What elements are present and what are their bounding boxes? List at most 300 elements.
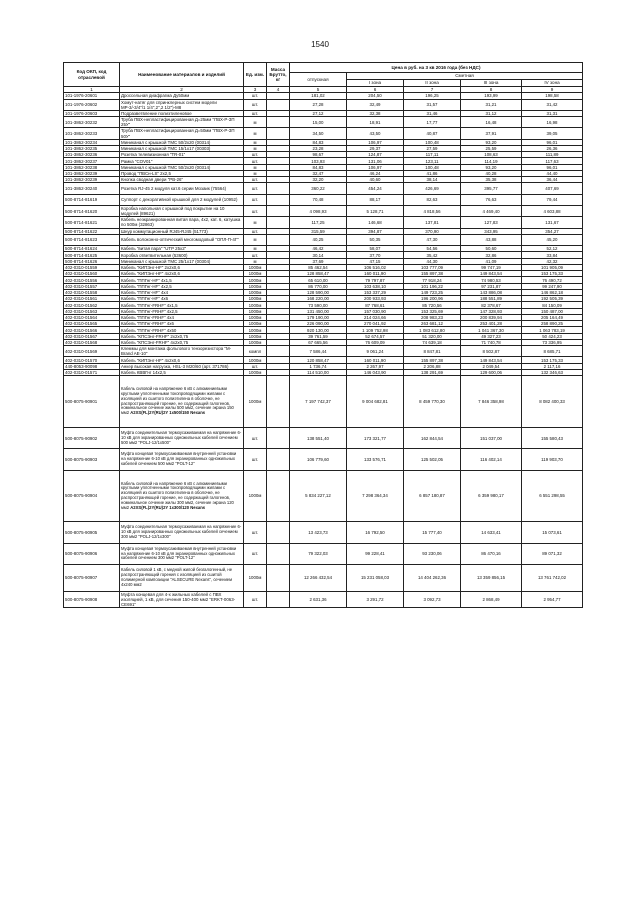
item-unit: шт. bbox=[244, 194, 267, 205]
price-zone4: 31,31 bbox=[522, 110, 583, 116]
table-row bbox=[64, 217, 583, 228]
item-unit: 1000м bbox=[244, 271, 267, 277]
price-zone2: 6 857 180,87 bbox=[404, 470, 461, 522]
price-zone2: 2 206,88 bbox=[404, 363, 461, 369]
item-unit: 1000м bbox=[244, 296, 267, 302]
item-code: 402-0310-01564 bbox=[64, 314, 120, 320]
price-zone4: 1 063 783,19 bbox=[522, 327, 583, 333]
price-release: 23,28 bbox=[290, 145, 347, 151]
item-code: 500-8714-81626 bbox=[64, 258, 120, 264]
price-zone2: 85 720,56 bbox=[404, 302, 461, 308]
price-zone1: 394,87 bbox=[347, 228, 404, 234]
price-zone4: 2 117,16 bbox=[522, 363, 583, 369]
price-release: 67 665,56 bbox=[290, 339, 347, 345]
item-unit: шт. bbox=[244, 206, 267, 217]
item-name: Кабель "КИПЭнг-HF" 2х2х0,6 bbox=[120, 264, 244, 270]
item-name: Рамка "COV01" bbox=[120, 158, 244, 164]
column-number: 5 bbox=[290, 87, 347, 93]
price-zone2: 155 897,38 bbox=[404, 357, 461, 363]
item-mass bbox=[267, 376, 290, 428]
price-zone4: 155 580,43 bbox=[522, 427, 583, 448]
price-zone1: 88,17 bbox=[347, 194, 404, 205]
price-zone1: 76 609,09 bbox=[347, 339, 404, 345]
price-release: 2 631,36 bbox=[290, 591, 347, 607]
price-zone2: 8 459 770,30 bbox=[404, 376, 461, 428]
item-mass bbox=[267, 183, 290, 194]
item-unit: м bbox=[244, 170, 267, 176]
price-release: 84,83 bbox=[290, 139, 347, 145]
price-release: 15,00 bbox=[290, 117, 347, 128]
item-code: 500-8075-90901 bbox=[64, 376, 120, 428]
price-zone2: 100,48 bbox=[404, 139, 461, 145]
item-code: 101-3862-30234 bbox=[64, 139, 120, 145]
price-zone2: 4 818,56 bbox=[404, 206, 461, 217]
price-zone3: 25,59 bbox=[461, 145, 522, 151]
price-zone1: 40,60 bbox=[347, 177, 404, 183]
price-zone3: 41,09 bbox=[461, 258, 522, 264]
item-unit: шт. bbox=[244, 110, 267, 116]
price-zone2: 77 918,24 bbox=[404, 277, 461, 283]
price-zone3: 31,12 bbox=[461, 110, 522, 116]
item-mass bbox=[267, 427, 290, 448]
price-zone1: 87 768,61 bbox=[347, 302, 404, 308]
item-name: Дроссельная диафрагма Ду50мм bbox=[120, 93, 244, 99]
price-zone2: 44,30 bbox=[404, 258, 461, 264]
item-name: Коробка ответвительная (53600) bbox=[120, 252, 244, 258]
price-release: 226 090,00 bbox=[290, 321, 347, 327]
item-code: 101-3862-30236 bbox=[64, 152, 120, 158]
price-zone3: 74 980,53 bbox=[461, 277, 522, 283]
price-zone4: 79,44 bbox=[522, 194, 583, 205]
price-release: 315,59 bbox=[290, 228, 347, 234]
price-zone4: 8 685,71 bbox=[522, 346, 583, 357]
item-unit: шт. bbox=[244, 591, 267, 607]
item-name: Суппорт с декоративной крышкой для 2 модулей (10952) bbox=[120, 194, 244, 205]
price-release: 131 450,00 bbox=[290, 308, 347, 314]
price-zone2: 41,86 bbox=[404, 170, 461, 176]
item-unit: 1000м bbox=[244, 264, 267, 270]
item-code: 402-0310-01562 bbox=[64, 302, 120, 308]
item-code: 402-0310-01567 bbox=[64, 333, 120, 339]
price-zone2: 138 291,69 bbox=[404, 369, 461, 375]
item-unit: шт. bbox=[244, 93, 267, 99]
price-zone3: 193,99 bbox=[461, 93, 522, 99]
price-zone4: 73 336,95 bbox=[522, 339, 583, 345]
price-zone2: 54,56 bbox=[404, 246, 461, 252]
estimate-group-header: Сметная bbox=[347, 73, 583, 80]
item-name: Кабель "КИПЭнг-HF" 4х2х0,6 bbox=[120, 271, 244, 277]
item-unit: шт. bbox=[244, 449, 267, 470]
page-number: 1540 bbox=[311, 40, 329, 49]
price-release: 98,67 bbox=[290, 152, 347, 158]
price-zone1: 106,97 bbox=[347, 139, 404, 145]
price-zone1: 2 267,97 bbox=[347, 363, 404, 369]
price-release: 128 858,47 bbox=[290, 271, 347, 277]
item-code: 101-3862-30238 bbox=[64, 164, 120, 170]
price-zone3: 4 469,40 bbox=[461, 206, 522, 217]
price-zone1: 106,97 bbox=[347, 164, 404, 170]
item-code: 402-0310-01568 bbox=[64, 339, 120, 345]
price-zone1: 32,49 bbox=[347, 99, 404, 110]
price-release: 79 322,03 bbox=[290, 543, 347, 564]
price-zone3: 149 843,54 bbox=[461, 271, 522, 277]
item-code: 101-1976-20603 bbox=[64, 110, 120, 116]
item-code: 500-8075-90907 bbox=[64, 565, 120, 591]
table-row bbox=[64, 99, 583, 110]
price-zone1: 37,70 bbox=[347, 252, 404, 258]
zone3-header: III зона bbox=[461, 80, 522, 87]
price-zone4: 153 175,33 bbox=[522, 357, 583, 363]
item-unit: шт. bbox=[244, 183, 267, 194]
price-zone4: 84 150,09 bbox=[522, 302, 583, 308]
item-code: 101-3862-30232 bbox=[64, 117, 120, 128]
item-name: Розетка RJ-45 2 модуля кат.6 серии Мозаик (75564) bbox=[120, 183, 244, 194]
price-zone3: 40,28 bbox=[461, 170, 522, 176]
price-release: 37,69 bbox=[290, 258, 347, 264]
price-zone3: 108,63 bbox=[461, 152, 522, 158]
zone4-header: IV зона bbox=[522, 80, 583, 87]
price-zone4: 76 490,72 bbox=[522, 277, 583, 283]
price-zone3: 2 049,54 bbox=[461, 363, 522, 369]
table-row bbox=[64, 565, 583, 591]
price-zone2: 196 200,96 bbox=[404, 296, 461, 302]
item-code: 101-1976-20601 bbox=[64, 93, 120, 99]
item-name-mark: A2XS(FL)2Y(RU)2Y 1х500/150 Nexans bbox=[130, 410, 206, 416]
item-name: Кабель "ППГнг-FRHF" 4х50 bbox=[120, 327, 244, 333]
item-unit: 1000м bbox=[244, 369, 267, 375]
item-unit: м bbox=[244, 258, 267, 264]
item-unit: 1000м bbox=[244, 357, 267, 363]
price-zone1: 1 109 752,98 bbox=[347, 327, 404, 333]
item-code: 101-3862-30239 bbox=[64, 170, 120, 176]
item-code: 402-0310-01559 bbox=[64, 264, 120, 270]
item-name: Кабель "ППГнг-HF" 4х6 bbox=[120, 296, 244, 302]
price-release: 103,93 bbox=[290, 158, 347, 164]
price-zone2: 155 897,38 bbox=[404, 271, 461, 277]
item-name: Провод "ПВСн-LS" 2х2,5 bbox=[120, 170, 244, 176]
zone2-header: II зона bbox=[404, 80, 461, 87]
price-zone3: 114,19 bbox=[461, 158, 522, 164]
price-release: 168 220,00 bbox=[290, 296, 347, 302]
col-code-header: Код ОКП, код отраслевой bbox=[64, 63, 120, 87]
item-unit: 1000м bbox=[244, 283, 267, 289]
price-zone3: 188 551,89 bbox=[461, 296, 522, 302]
price-zone3: 97 231,87 bbox=[461, 283, 522, 289]
price-zone2: 101 196,22 bbox=[404, 283, 461, 289]
item-mass bbox=[267, 217, 290, 228]
table-row bbox=[64, 234, 583, 245]
price-zone2: 103 777,09 bbox=[404, 264, 461, 270]
price-release: 7 197 742,37 bbox=[290, 376, 347, 428]
item-code: 402-0310-01561 bbox=[64, 296, 120, 302]
price-zone4: 132 346,63 bbox=[522, 369, 583, 375]
item-code: 101-3862-30235 bbox=[64, 145, 120, 151]
item-name: Клеммы для монтажа фольгового тензорезистора "М-Brand AE-10" bbox=[120, 346, 244, 357]
price-group-header: Цена в руб. на 3 кв 2016 года (без НДС) bbox=[290, 63, 583, 73]
item-unit: шт. bbox=[244, 543, 267, 564]
column-number: 6 bbox=[347, 87, 404, 93]
price-zone2: 93 230,06 bbox=[404, 543, 461, 564]
price-release: 30,14 bbox=[290, 252, 347, 258]
item-code: 500-8075-90902 bbox=[64, 427, 120, 448]
table-row bbox=[64, 183, 583, 194]
price-zone3: 43,88 bbox=[461, 234, 522, 245]
table-row bbox=[64, 346, 583, 357]
col-mass-header: Масса Брутто, кг bbox=[267, 63, 290, 87]
price-zone1: 146,68 bbox=[347, 217, 404, 228]
item-mass bbox=[267, 346, 290, 357]
price-zone1: 29,37 bbox=[347, 145, 404, 151]
item-name: Кабель "витая пара" "UTP 25х2" bbox=[120, 246, 244, 252]
price-zone1: 32,38 bbox=[347, 110, 404, 116]
item-code: 500-8714-81623 bbox=[64, 234, 120, 245]
item-code: 101-3862-30240 bbox=[64, 183, 120, 194]
item-unit: 1000м bbox=[244, 565, 267, 591]
price-release: 128 590,00 bbox=[290, 289, 347, 295]
price-zone4: 44,40 bbox=[522, 170, 583, 176]
price-zone1: 52 674,57 bbox=[347, 333, 404, 339]
item-name: Кабель "КПСЭнг-FRHF" 4х2х0,75 bbox=[120, 339, 244, 345]
item-code: 500-8075-90905 bbox=[64, 522, 120, 543]
item-unit: 1000м bbox=[244, 277, 267, 283]
price-release: 85 462,54 bbox=[290, 264, 347, 270]
item-name: Розетка телевизионная "TR-01" bbox=[120, 152, 244, 158]
price-zone2: 74 639,18 bbox=[404, 339, 461, 345]
item-mass bbox=[267, 522, 290, 543]
item-name: Кабель "КИПЭнг-HF" 4х2х0,6 bbox=[120, 357, 244, 363]
item-unit: шт. bbox=[244, 158, 267, 164]
price-zone1: 50,35 bbox=[347, 234, 404, 245]
price-zone4: 407,69 bbox=[522, 183, 583, 194]
item-code: 101-1976-20602 bbox=[64, 99, 120, 110]
price-zone4: 36,44 bbox=[522, 177, 583, 183]
price-zone1: 133 576,71 bbox=[347, 449, 404, 470]
item-name: Кабель силовой на напряжение 6 кВ с алюминиевыми круглыми уплотненными токопроводящими жилами с изоляцией из сшитого полиэтилена в оболочке, не распространяющей горение, не содержащей галогенов, номинальное сечение жилы 300 мм2, сечение экрана 120 мм2 A2XS(FL)2Y(RU)2Y 1х300/120 Nexans bbox=[120, 470, 244, 522]
item-name: Кабель "ППГнг-FRHF" 4х2,5 bbox=[120, 308, 244, 314]
price-zone1: 160 011,90 bbox=[347, 271, 404, 277]
table-row bbox=[64, 543, 583, 564]
column-number: 4 bbox=[267, 87, 290, 93]
column-number: 9 bbox=[522, 87, 583, 93]
item-unit: 1000м bbox=[244, 289, 267, 295]
price-zone4: 96,01 bbox=[522, 164, 583, 170]
price-zone3: 116 402,14 bbox=[461, 449, 522, 470]
item-code: 500-8714-81620 bbox=[64, 206, 120, 217]
price-zone3: 76,63 bbox=[461, 194, 522, 205]
item-code: 500-8714-81624 bbox=[64, 246, 120, 252]
price-zone2: 149 723,25 bbox=[404, 289, 461, 295]
item-unit: шт. bbox=[244, 363, 267, 369]
price-zone4: 153 175,33 bbox=[522, 271, 583, 277]
column-number: 8 bbox=[461, 87, 522, 93]
column-number: 7 bbox=[404, 87, 461, 93]
item-unit: 1000м bbox=[244, 470, 267, 522]
price-zone4: 8 082 400,33 bbox=[522, 376, 583, 428]
price-zone3: 395,77 bbox=[461, 183, 522, 194]
price-zone3: 143 886,08 bbox=[461, 289, 522, 295]
price-zone2: 100,48 bbox=[404, 164, 461, 170]
price-release: 117,25 bbox=[290, 217, 347, 228]
price-release: 138 551,40 bbox=[290, 427, 347, 448]
item-unit: шт. bbox=[244, 522, 267, 543]
price-zone3: 16,48 bbox=[461, 117, 522, 128]
price-zone1: 124,87 bbox=[347, 152, 404, 158]
table-row bbox=[64, 128, 583, 139]
item-unit: м bbox=[244, 234, 267, 245]
price-zone1: 15 231 058,03 bbox=[347, 565, 404, 591]
price-zone3: 127,83 bbox=[461, 217, 522, 228]
price-zone3: 1 041 367,30 bbox=[461, 327, 522, 333]
item-unit: м bbox=[244, 117, 267, 128]
price-zone1: 153 337,29 bbox=[347, 289, 404, 295]
price-release: 86 770,00 bbox=[290, 283, 347, 289]
col-release-header: отпускная bbox=[290, 73, 347, 87]
table-row bbox=[64, 117, 583, 128]
item-name: Кабель "ППГнг-FRHF" 4х6 bbox=[120, 321, 244, 327]
item-name: Труба ПВХ-непластифицированная Д=50мм "ПВХ-Р-ЗП 50У" bbox=[120, 128, 244, 139]
item-mass bbox=[267, 470, 290, 522]
price-zone3: 2 868,49 bbox=[461, 591, 522, 607]
price-zone4: 33,84 bbox=[522, 252, 583, 258]
price-zone3: 99 747,19 bbox=[461, 264, 522, 270]
item-name: Кабель "ППГнг-HF" 4х2,5 bbox=[120, 283, 244, 289]
item-unit: компл bbox=[244, 346, 267, 357]
price-zone1: 173 321,77 bbox=[347, 427, 404, 448]
price-zone4: 258 890,25 bbox=[522, 321, 583, 327]
item-unit: шт. bbox=[244, 252, 267, 258]
price-zone1: 18,91 bbox=[347, 117, 404, 128]
item-code: 101-3862-30239 bbox=[64, 177, 120, 183]
item-code: 402-0310-01566 bbox=[64, 327, 120, 333]
item-name: Кабель силовой на напряжение 6 кВ с алюминиевыми круглыми уплотненными токопроводящими жилами с изоляцией из сшитого полиэтилена в оболочке, не распространяющей горение, не содержащей галогенов, номинальное сечение жилы 500 мм2, сечение экрана 150 мм2 A2XS(FL)2Y(RU)2Y 1х500/150 Nexans bbox=[120, 376, 244, 428]
price-zone2: 82,63 bbox=[404, 194, 461, 205]
item-code: 402-0310-01558 bbox=[64, 289, 120, 295]
item-name: Коробка напольная с крышкой под покрытие на 10 модулей (89621) bbox=[120, 206, 244, 217]
price-zone4: 42,32 bbox=[522, 258, 583, 264]
price-zone1: 9 004 682,81 bbox=[347, 376, 404, 428]
item-unit: м bbox=[244, 145, 267, 151]
col-unit-header: Ед. изм. bbox=[244, 63, 267, 87]
price-zone3: 14 633,41 bbox=[461, 522, 522, 543]
price-zone4: 99 247,90 bbox=[522, 283, 583, 289]
price-zone1: 200 933,93 bbox=[347, 296, 404, 302]
item-code: 402-0310-01556 bbox=[64, 277, 120, 283]
table-row bbox=[64, 591, 583, 607]
item-name: Миниканал с крышкой ТМС 15/1х17 (00303) bbox=[120, 145, 244, 151]
price-zone3: 129 600,06 bbox=[461, 369, 522, 375]
price-release: 360,22 bbox=[290, 183, 347, 194]
price-zone1: 79 797,87 bbox=[347, 277, 404, 283]
price-zone3: 149 843,54 bbox=[461, 357, 522, 363]
price-zone4: 198,58 bbox=[522, 93, 583, 99]
item-unit: 1000м bbox=[244, 321, 267, 327]
price-zone4: 117,63 bbox=[522, 158, 583, 164]
price-zone1: 103 638,10 bbox=[347, 283, 404, 289]
price-zone2: 40,87 bbox=[404, 128, 461, 139]
item-name: Подразветвление полиэтиленовое bbox=[120, 110, 244, 116]
item-unit: м bbox=[244, 139, 267, 145]
item-code: 402-0310-01557 bbox=[64, 283, 120, 289]
item-code: 402-0310-01565 bbox=[64, 321, 120, 327]
price-zone2: 1 083 612,80 bbox=[404, 327, 461, 333]
price-zone2: 123,11 bbox=[404, 158, 461, 164]
column-number: 1 bbox=[64, 87, 120, 93]
price-release: 13 423,73 bbox=[290, 522, 347, 543]
item-name: Труба ПВХ-непластифицированная Д=25мм "ПВХ-Р-ЗП 25У" bbox=[120, 117, 244, 128]
item-code: 101-3862-30237 bbox=[64, 158, 120, 164]
price-zone3: 82 378,67 bbox=[461, 302, 522, 308]
item-unit: 1000м bbox=[244, 339, 267, 345]
price-release: 920 130,00 bbox=[290, 327, 347, 333]
price-release: 39 761,59 bbox=[290, 333, 347, 339]
item-name: Муфта концевая термоусаживаемая внутренней установки на напряжение 6-10 кВ для экранированных одножильных кабелей сечением 500 мм2 "POLT-12" bbox=[120, 449, 244, 470]
price-zone4: 4 603,88 bbox=[522, 206, 583, 217]
item-name: Анкер высокая нагрузка, HSL-3 М20/60 (арт. 371786) bbox=[120, 363, 244, 369]
price-zone1: 16 792,50 bbox=[347, 522, 404, 543]
price-release: 27,28 bbox=[290, 99, 347, 110]
item-name: Шнур коммутационный RJ45-RJ45 (51773) bbox=[120, 228, 244, 234]
price-release: 7 586,44 bbox=[290, 346, 347, 357]
item-name: Кабель силовой 1 кВ, с медной жилой безгалогенный, не распространяющий горения с изоляцией из сшитой полимерной композиции "ALSECURE Nexans", сечением 4х240 мм2 bbox=[120, 565, 244, 591]
price-zone3: 151 037,00 bbox=[461, 427, 522, 448]
price-zone2: 38,14 bbox=[404, 177, 461, 183]
price-zone3: 37,91 bbox=[461, 128, 522, 139]
item-mass bbox=[267, 194, 290, 205]
price-zone3: 13 359 856,15 bbox=[461, 565, 522, 591]
table-row bbox=[64, 522, 583, 543]
item-code: 402-0310-01563 bbox=[64, 308, 120, 314]
item-code: 402-0310-01570 bbox=[64, 357, 120, 363]
item-code: 500-8714-81622 bbox=[64, 228, 120, 234]
item-mass bbox=[267, 449, 290, 470]
price-zone2: 3 092,73 bbox=[404, 591, 461, 607]
price-zone3: 31,21 bbox=[461, 99, 522, 110]
price-zone2: 263 681,12 bbox=[404, 321, 461, 327]
price-zone4: 354,27 bbox=[522, 228, 583, 234]
price-release: 114 510,00 bbox=[290, 369, 347, 375]
price-zone1: 5 128,71 bbox=[347, 206, 404, 217]
price-zone1: 106 516,02 bbox=[347, 264, 404, 270]
item-name: Муфта концевая для 4-х жильных кабелей с ПВХ изоляцией, 1 кВ, для сечения 150-400 мм2 "ERKT-0063-CE691" bbox=[120, 591, 244, 607]
item-name: Миниканал с крышкой ТМС 25/1х17 (00304) bbox=[120, 258, 244, 264]
item-name: Кнопка сводная двери "РВ-26" bbox=[120, 177, 244, 183]
price-release: 34,50 bbox=[290, 128, 347, 139]
item-code: 402-0310-01569 bbox=[64, 346, 120, 357]
price-zone2: 370,90 bbox=[404, 228, 461, 234]
price-release: 32,47 bbox=[290, 170, 347, 176]
item-unit: м bbox=[244, 164, 267, 170]
item-name: Кабель "ППГнг-FRHF" 4х1,5 bbox=[120, 302, 244, 308]
item-unit: шт. bbox=[244, 152, 267, 158]
price-zone4: 50 424,23 bbox=[522, 333, 583, 339]
price-zone4: 52,12 bbox=[522, 246, 583, 252]
price-zone4: 89 071,32 bbox=[522, 543, 583, 564]
item-name: Кабель волоконно-оптический многомодовый "ОПЛ-П-4Г" bbox=[120, 234, 244, 245]
item-code: 440-8053-90098 bbox=[64, 363, 120, 369]
item-unit: 1000м bbox=[244, 308, 267, 314]
price-zone1: 7 298 364,34 bbox=[347, 470, 404, 522]
price-zone4: 192 505,39 bbox=[522, 296, 583, 302]
price-zone2: 51 320,00 bbox=[404, 333, 461, 339]
price-zone1: 214 024,66 bbox=[347, 314, 404, 320]
item-name-mark: A2XS(FL)2Y(RU)2Y 1х300/120 Nexans bbox=[130, 504, 206, 510]
item-code: 500-8075-90904 bbox=[64, 470, 120, 522]
item-unit: 1000м bbox=[244, 333, 267, 339]
item-code: 500-8714-81619 bbox=[64, 194, 120, 205]
price-zone1: 43,50 bbox=[347, 128, 404, 139]
item-name: Кабель "ППГнг-HF" 4х4 bbox=[120, 289, 244, 295]
price-zone1: 3 291,72 bbox=[347, 591, 404, 607]
